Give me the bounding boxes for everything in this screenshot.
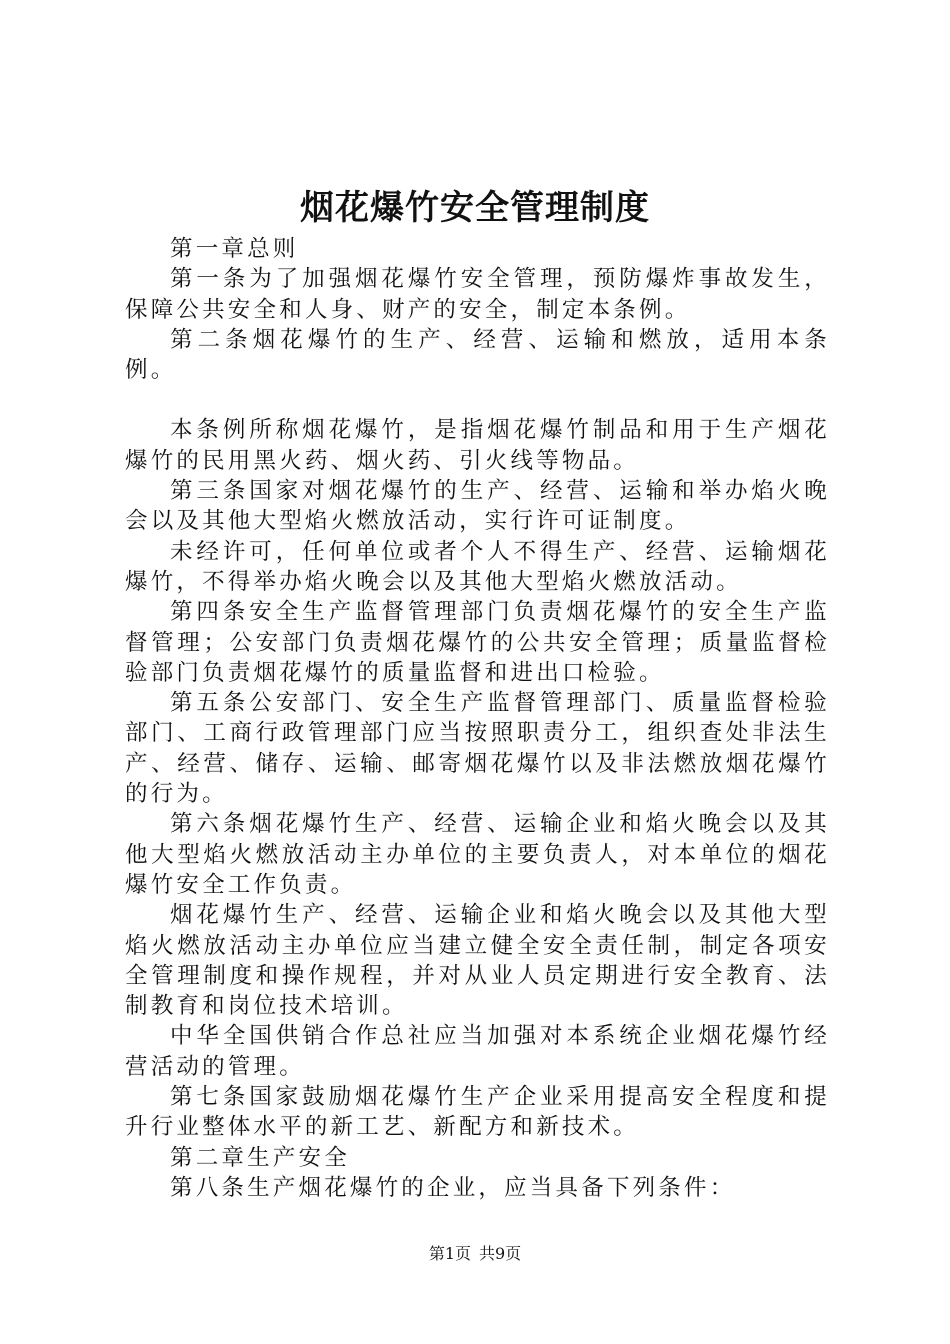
page-total: 共9页 xyxy=(479,1244,522,1263)
page-number: 第1页 xyxy=(428,1244,471,1263)
article-paragraph: 第七条国家鼓励烟花爆竹生产企业采用提高安全程度和提升行业整体水平的新工艺、新配方和新技术。 xyxy=(125,1084,830,1141)
article-paragraph: 第一条为了加强烟花爆竹安全管理，预防爆炸事故发生，保障公共安全和人身、财产的安全，制定本条例。 xyxy=(125,266,830,323)
article-paragraph: 第三条国家对烟花爆竹的生产、经营、运输和举办焰火晚会以及其他大型焰火燃放活动，实行许可证制度。 xyxy=(125,478,830,535)
article-paragraph: 本条例所称烟花爆竹，是指烟花爆竹制品和用于生产烟花爆竹的民用黑火药、烟火药、引火线等物品。 xyxy=(125,417,830,474)
article-paragraph: 第二条烟花爆竹的生产、经营、运输和燃放，适用本条例。 xyxy=(125,326,830,384)
chapter-heading: 第二章生产安全 xyxy=(170,1144,350,1171)
article-paragraph: 未经许可，任何单位或者个人不得生产、经营、运输烟花爆竹，不得举办焰火晚会以及其他大型焰火燃放活动。 xyxy=(125,538,830,595)
article-paragraph: 烟花爆竹生产、经营、运输企业和焰火晚会以及其他大型焰火燃放活动主办单位应当建立健全安全责任制，制定各项安全管理制度和操作规程，并对从业人员定期进行安全教育、法制教育和岗位技术培训。 xyxy=(125,902,830,1020)
page-title: 烟花爆竹安全管理制度 xyxy=(300,188,650,228)
article-paragraph: 第五条公安部门、安全生产监督管理部门、质量监督检验部门、工商行政管理部门应当按照职责分工，组织查处非法生产、经营、储存、运输、邮寄烟花爆竹以及非法燃放烟花爆竹的行为。 xyxy=(125,690,830,808)
article-paragraph: 第八条生产烟花爆竹的企业，应当具备下列条件： xyxy=(170,1174,736,1201)
chapter-heading: 第一章总则 xyxy=(170,236,299,262)
article-paragraph: 第四条安全生产监督管理部门负责烟花爆竹的安全生产监督管理；公安部门负责烟花爆竹的公共安全管理；质量监督检验部门负责烟花爆竹的质量监督和进出口检验。 xyxy=(125,599,830,686)
article-paragraph: 中华全国供销合作总社应当加强对本系统企业烟花爆竹经营活动的管理。 xyxy=(125,1023,830,1080)
page-footer xyxy=(0,1243,950,1265)
article-paragraph: 第六条烟花爆竹生产、经营、运输企业和焰火晚会以及其他大型焰火燃放活动主办单位的主要负责人，对本单位的烟花爆竹安全工作负责。 xyxy=(125,811,830,898)
document-body xyxy=(125,234,830,1203)
